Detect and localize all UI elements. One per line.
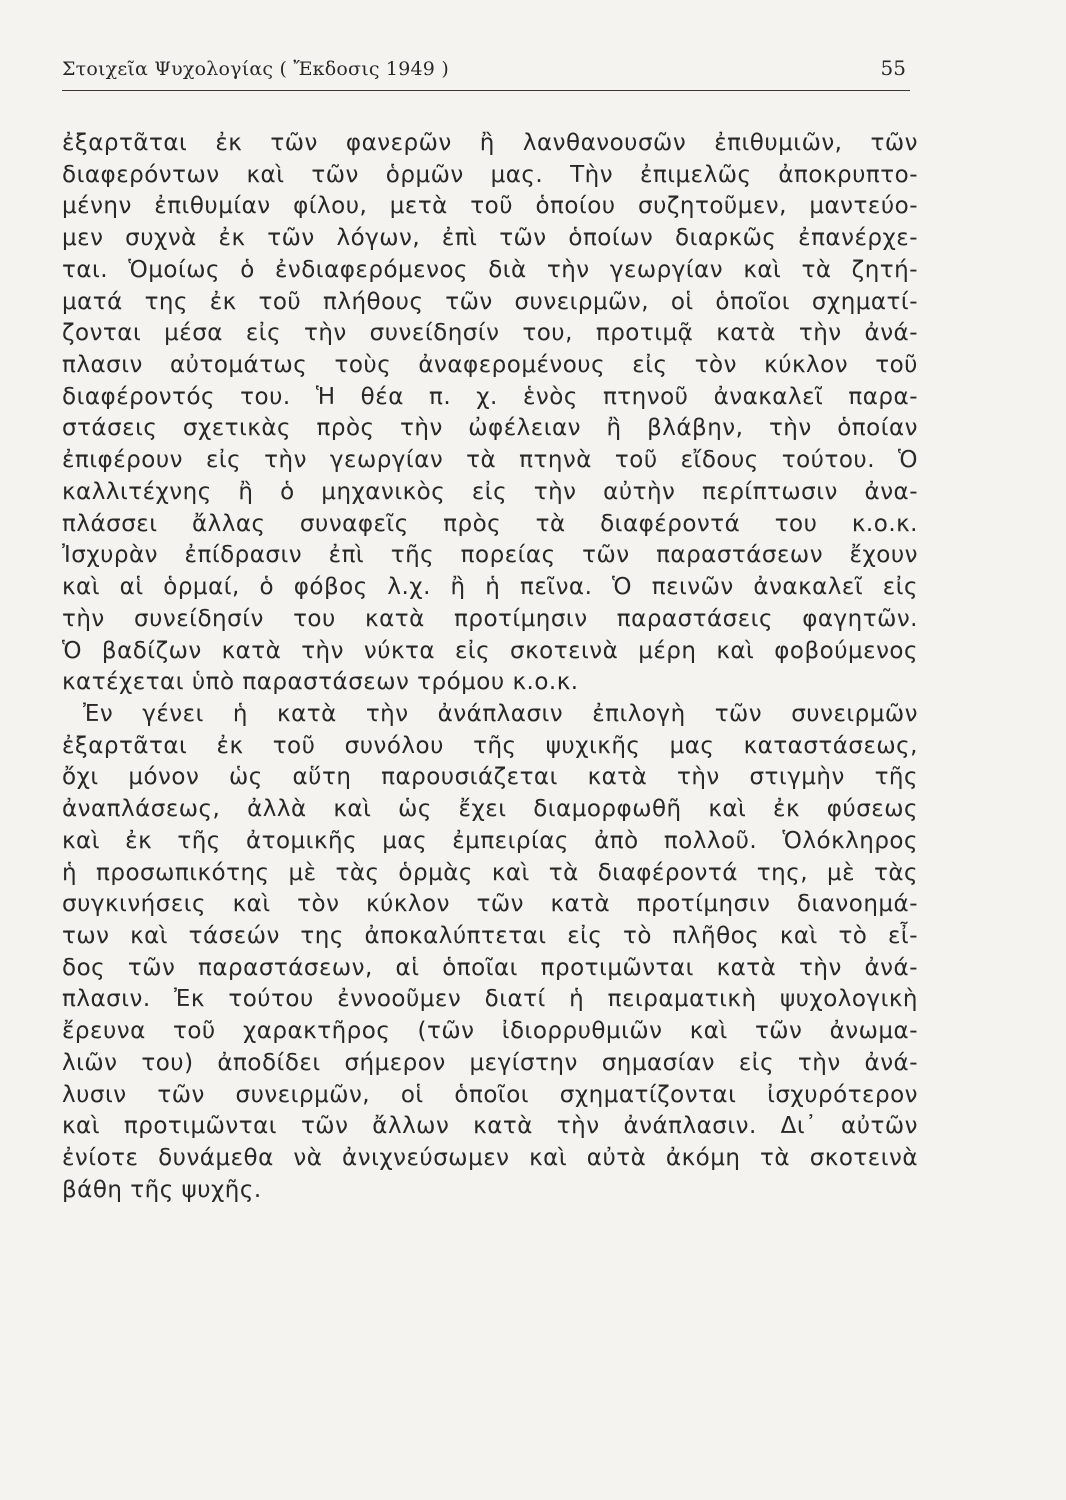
page-header <box>62 56 910 91</box>
text-line: κατέχεται ὑπὸ παραστάσεων τρόμου κ.ο.κ. <box>62 669 579 696</box>
text-line: στάσεις σχετικὰς πρὸς τὴν ὠφέλειαν ἢ βλάβην, τὴν ὁποίαν <box>62 415 918 442</box>
text-line: ζονται μέσα εἰς τὴν συνείδησίν του, προτιμᾷ κατὰ τὴν ἀνά- <box>62 320 918 347</box>
text-line: των καὶ τάσεών της ἀποκαλύπτεται εἰς τὸ πλῆθος καὶ τὸ εἶ- <box>62 922 918 949</box>
text-line: Ὁ βαδίζων κατὰ τὴν νύκτα εἰς σκοτεινὰ μέρη καὶ φοβούμενος <box>62 637 918 664</box>
text-line: πλάσσει ἄλλας συναφεῖς πρὸς τὰ διαφέροντά του κ.ο.κ. <box>62 510 918 537</box>
text-line: πλασιν αὐτομάτως τοὺς ἀναφερομένους εἰς τὸν κύκλον τοῦ <box>62 352 918 379</box>
text-line: Ἐν γένει ἡ κατὰ τὴν ἀνάπλασιν ἐπιλογὴ τῶν συνειρμῶν <box>83 700 918 727</box>
text-line: καὶ ἐκ τῆς ἀτομικῆς μας ἐμπειρίας ἀπὸ πολλοῦ. Ὁλόκληρος <box>62 827 918 854</box>
body-text <box>62 128 918 1206</box>
text-line: ἐνίοτε δυνάμεθα νὰ ἀνιχνεύσωμεν καὶ αὐτὰ ἀκόμη τὰ σκοτεινὰ <box>62 1145 918 1171</box>
text-line: διαφέροντός του. Ἡ θέα π. χ. ἑνὸς πτηνοῦ ἀνακαλεῖ παρα- <box>62 383 918 410</box>
text-line: ματά της ἐκ τοῦ πλήθους τῶν συνειρμῶν, οἱ ὁποῖοι σχηματί- <box>62 288 918 315</box>
text-line: πλασιν. Ἐκ τούτου ἐννοοῦμεν διατί ἡ πειραματικὴ ψυχολογικὴ <box>62 986 918 1013</box>
page-number: 55 <box>880 56 906 80</box>
text-line: ἐξαρτᾶται ἐκ τῶν φανερῶν ἢ λανθανουσῶν ἐπιθυμιῶν, τῶν <box>62 130 918 156</box>
text-line: λυσιν τῶν συνειρμῶν, οἱ ὁποῖοι σχηματίζονται ἰσχυρότερον <box>62 1081 918 1108</box>
text-line: διαφερόντων καὶ τῶν ὁρμῶν μας. Τὴν ἐπιμελῶς ἀποκρυπτο- <box>62 161 918 188</box>
text-line: μεν συχνὰ ἐκ τῶν λόγων, ἐπὶ τῶν ὁποίων διαρκῶς ἐπανέρχε- <box>62 225 918 252</box>
text-line: ὄχι μόνον ὡς αὕτη παρουσιάζεται κατὰ τὴν στιγμὴν τῆς <box>62 764 918 791</box>
text-line: Ἰσχυρὰν ἐπίδρασιν ἐπὶ τῆς πορείας τῶν παραστάσεων ἔχουν <box>62 542 918 569</box>
text-line: δος τῶν παραστάσεων, αἱ ὁποῖαι προτιμῶνται κατὰ τὴν ἀνά- <box>62 954 918 981</box>
text-line: βάθη τῆς ψυχῆς. <box>62 1176 262 1203</box>
text-line: ἐξαρτᾶται ἐκ τοῦ συνόλου τῆς ψυχικῆς μας καταστάσεως, <box>62 732 918 759</box>
text-line: καλλιτέχνης ἢ ὁ μηχανικὸς εἰς τὴν αὐτὴν περίπτωσιν ἀνα- <box>62 478 918 505</box>
text-line: ἡ προσωπικότης μὲ τὰς ὁρμὰς καὶ τὰ διαφέροντά της, μὲ τὰς <box>62 859 918 886</box>
text-line: λιῶν του) ἀποδίδει σήμερον μεγίστην σημασίαν εἰς τὴν ἀνά- <box>62 1049 918 1076</box>
text-line: ἔρευνα τοῦ χαρακτῆρος (τῶν ἰδιορρυθμιῶν καὶ τῶν ἀνωμα- <box>62 1018 918 1045</box>
text-line: καὶ αἱ ὁρμαί, ὁ φόβος λ.χ. ἢ ἡ πεῖνα. Ὁ πεινῶν ἀνακαλεῖ εἰς <box>62 574 918 601</box>
text-line: καὶ προτιμῶνται τῶν ἄλλων κατὰ τὴν ἀνάπλασιν. Δι᾽ αὐτῶν <box>62 1113 918 1140</box>
text-line: συγκινήσεις καὶ τὸν κύκλον τῶν κατὰ προτίμησιν διανοημά- <box>62 891 918 918</box>
running-title: Στοιχεῖα Ψυχολογίας ( Ἔκδοσις 1949 ) <box>62 58 449 80</box>
text-line: τὴν συνείδησίν του κατὰ προτίμησιν παραστάσεις φαγητῶν. <box>62 605 918 632</box>
text-line: ἀναπλάσεως, ἀλλὰ καὶ ὡς ἔχει διαμορφωθῆ καὶ ἐκ φύσεως <box>62 796 918 823</box>
text-line: ται. Ὁμοίως ὁ ἐνδιαφερόμενος διὰ τὴν γεωργίαν καὶ τὰ ζητή- <box>62 256 918 283</box>
text-line: μένην ἐπιθυμίαν φίλου, μετὰ τοῦ ὁποίου συζητοῦμεν, μαντεύο- <box>62 193 918 220</box>
text-line: ἐπιφέρουν εἰς τὴν γεωργίαν τὰ πτηνὰ τοῦ εἴδους τούτου. Ὁ <box>62 447 918 474</box>
